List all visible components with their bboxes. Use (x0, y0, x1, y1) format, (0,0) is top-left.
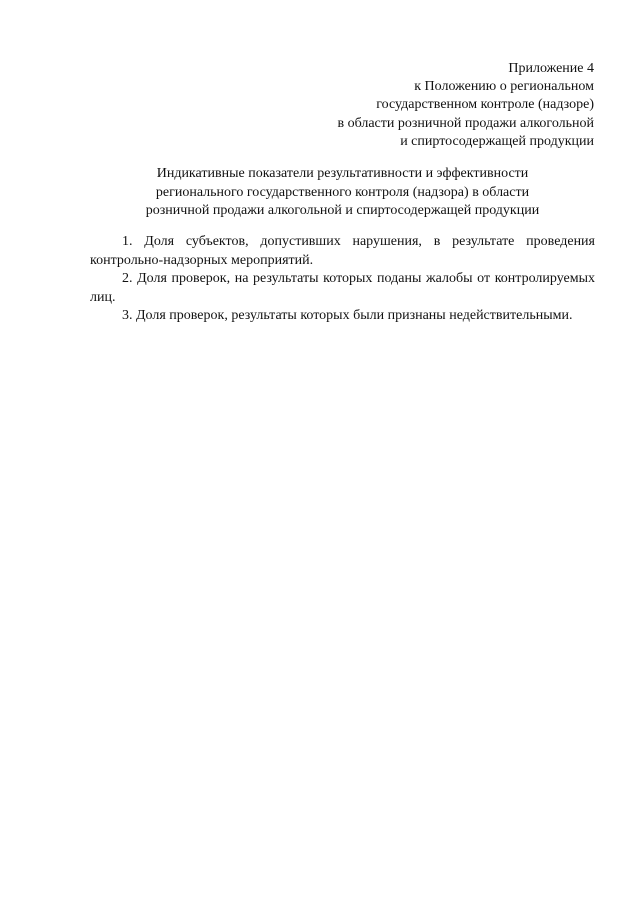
title-line: розничной продажи алкогольной и спиртосодержащей продукции (145, 203, 540, 218)
appendix-reference-line: к Положению о региональном (414, 79, 594, 95)
document-title (90, 165, 595, 221)
indicator-list (90, 233, 595, 326)
appendix-reference-line: и спиртосодержащей продукции (400, 133, 594, 149)
title-line: Индикативные показатели результативности и эффективности (156, 166, 529, 181)
appendix-header (264, 60, 594, 151)
appendix-number: Приложение 4 (508, 61, 594, 76)
indicator-item: 1. Доля субъектов, допустивших нарушения, в результате проведения контрольно-надзорных мероприятий. (90, 234, 595, 268)
indicator-item: 3. Доля проверок, результаты которых были признаны недействительными. (122, 308, 573, 323)
appendix-reference-line: в области розничной продажи алкогольной (337, 115, 594, 131)
appendix-reference-line: государственном контроле (надзоре) (376, 97, 594, 113)
title-line: регионального государственного контроля (надзора) в области (155, 184, 530, 200)
indicator-item: 2. Доля проверок, на результаты которых поданы жалобы от контролируемых лиц. (90, 271, 595, 305)
